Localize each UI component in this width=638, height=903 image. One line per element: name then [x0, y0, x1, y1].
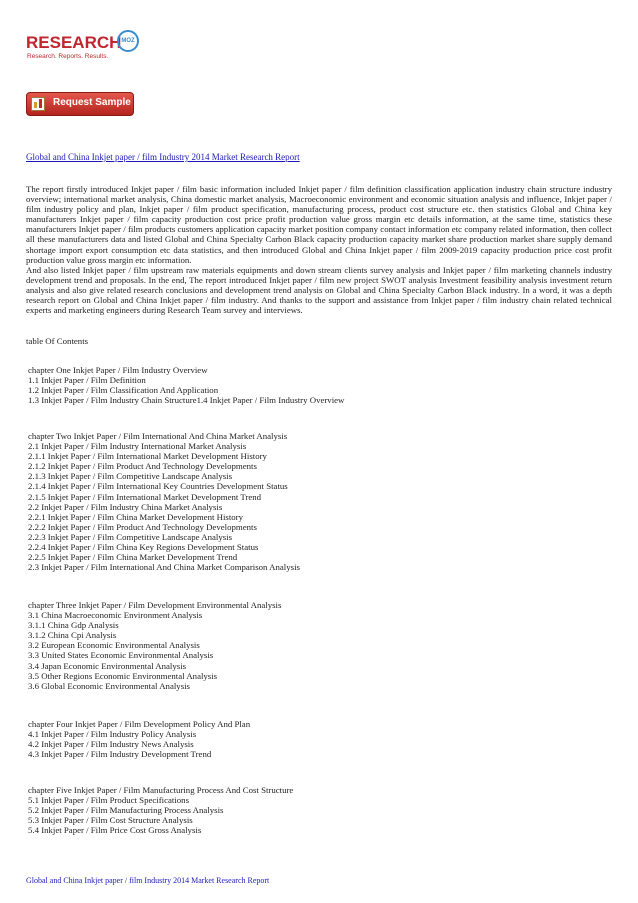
toc-line: chapter Two Inkjet Paper / Film International And China Market Analysis — [28, 431, 288, 441]
toc-line: 2.1.4 Inkjet Paper / Film International Key Countries Development Status — [28, 481, 288, 492]
toc-chapter-one — [28, 365, 344, 405]
toc-chapter-three — [28, 600, 281, 691]
toc-chapter-four — [28, 719, 250, 759]
chart-icon — [31, 97, 45, 111]
toc-line: 2.1.3 Inkjet Paper / Film Competitive Landscape Analysis — [28, 471, 233, 482]
toc-heading: table Of Contents — [26, 336, 89, 346]
toc-line: 4.2 Inkjet Paper / Film Industry News Analysis — [28, 739, 194, 750]
toc-line: 4.3 Inkjet Paper / Film Industry Development Trend — [28, 749, 212, 760]
toc-line: 3.1.2 China Cpi Analysis — [28, 630, 117, 641]
toc-line: 4.1 Inkjet Paper / Film Industry Policy Analysis — [28, 729, 197, 740]
toc-line: 3.1.1 China Gdp Analysis — [28, 620, 119, 631]
logo-badge: MOZ — [117, 30, 139, 52]
request-sample-button[interactable] — [26, 92, 134, 116]
footer-report-link[interactable]: Global and China Inkjet paper / film Industry 2014 Market Research Report — [26, 876, 270, 885]
toc-line: 2.2.4 Inkjet Paper / Film China Key Regions Development Status — [28, 542, 259, 553]
toc-line: chapter Three Inkjet Paper / Film Development Environmental Analysis — [28, 600, 282, 610]
toc-line: 1.1 Inkjet Paper / Film Definition — [28, 375, 146, 386]
toc-line: 2.2.1 Inkjet Paper / Film China Market Development History — [28, 511, 243, 522]
toc-line: 2.1.1 Inkjet Paper / Film International Market Development History — [28, 451, 267, 462]
toc-line: 2.1.5 Inkjet Paper / Film International Market Development Trend — [28, 491, 262, 502]
toc-line: 2.3 Inkjet Paper / Film International And China Market Comparison Analysis — [28, 562, 300, 573]
toc-line: chapter Five Inkjet Paper / Film Manufacturing Process And Cost Structure — [28, 785, 294, 795]
researchmoz-logo[interactable] — [26, 30, 136, 64]
toc-line: 2.2.5 Inkjet Paper / Film China Market Development Trend — [28, 552, 238, 563]
toc-line: 3.1 China Macroeconomic Environment Analysis — [28, 610, 203, 621]
toc-line: chapter Four Inkjet Paper / Film Development Policy And Plan — [28, 719, 251, 729]
report-abstract — [26, 184, 612, 315]
toc-line: 5.1 Inkjet Paper / Film Product Specifications — [28, 795, 190, 806]
toc-line: 5.3 Inkjet Paper / Film Cost Structure Analysis — [28, 815, 193, 826]
toc-line: chapter One Inkjet Paper / Film Industry Overview — [28, 365, 208, 375]
toc-line: 1.2 Inkjet Paper / Film Classification And Application — [28, 385, 219, 396]
toc-line: 5.2 Inkjet Paper / Film Manufacturing Process Analysis — [28, 805, 224, 816]
logo-tagline: Research. Reports. Results. — [27, 53, 109, 60]
toc-line: 2.1.2 Inkjet Paper / Film Product And Technology Developments — [28, 461, 257, 472]
toc-line: 3.2 European Economic Environmental Analysis — [28, 640, 200, 651]
abstract-paragraph: And also listed Inkjet paper / film upstream raw materials equipments and down stream clients survey analysis and Inkjet paper / film marketing channels industry development trend and proposals. In the end, The report introduced Inkjet paper / film new project SWOT analysis Investment feasibility analysis investment return analysis and also give related research conclusions and development trend analysis on Global and China Specialty Carbon Black industry. In a word, it was a depth research report on Global and China Inkjet paper / film industry. And thanks to the support and assistance from Inkjet paper / film industry chain related technical experts and marketing engineers during Research Team survey and interviews. — [26, 264, 612, 316]
logo-wordmark: RESEARCH — [26, 33, 122, 52]
toc-line: 2.2.2 Inkjet Paper / Film Product And Technology Developments — [28, 521, 257, 532]
toc-line: 3.5 Other Regions Economic Environmental Analysis — [28, 670, 218, 681]
toc-line: 3.3 United States Economic Environmental Analysis — [28, 650, 214, 661]
toc-line: 1.3 Inkjet Paper / Film Industry Chain Structure1.4 Inkjet Paper / Film Industry Overview — [28, 395, 345, 406]
toc-chapter-two — [28, 431, 300, 572]
toc-line: 2.2 Inkjet Paper / Film Industry China Market Analysis — [28, 501, 223, 512]
toc-chapter-five — [28, 785, 293, 835]
toc-line: 5.4 Inkjet Paper / Film Price Cost Gross Analysis — [28, 825, 202, 836]
abstract-paragraph: The report firstly introduced Inkjet paper / film basic information included Inkjet paper / film definition classification application industry chain structure industry overview; international market analysis, China domestic market analysis, Macroeconomic environment and economic situation analysis and influence, Inkjet paper / film industry policy and plan, Inkjet paper / film product specification, manufacturing process, product cost structure etc. then statistics Global and China key manufacturers Inkjet paper / film capacity production cost price profit production value gross margin etc details information, at the same time, statistics these manufacturers Inkjet paper / film products customers application capacity market position company contact information etc company related information, then collect all these manufacturers data and listed Global and China Specialty Carbon Black capacity production capacity market share production market share supply demand shortage import export consumption etc data statistics, and then introduced Global and China Inkjet paper / film 2009-2019 capacity production price cost profit production value gross margin etc information. — [26, 184, 612, 265]
toc-line: 3.4 Japan Economic Environmental Analysis — [28, 660, 187, 671]
request-sample-label: Request Sample — [53, 97, 131, 108]
report-title-link[interactable]: Global and China Inkjet paper / film Industry 2014 Market Research Report — [26, 152, 300, 162]
toc-line: 2.2.3 Inkjet Paper / Film Competitive Landscape Analysis — [28, 531, 233, 542]
toc-line: 2.1 Inkjet Paper / Film Industry International Market Analysis — [28, 441, 247, 452]
toc-line: 3.6 Global Economic Environmental Analysis — [28, 680, 190, 691]
